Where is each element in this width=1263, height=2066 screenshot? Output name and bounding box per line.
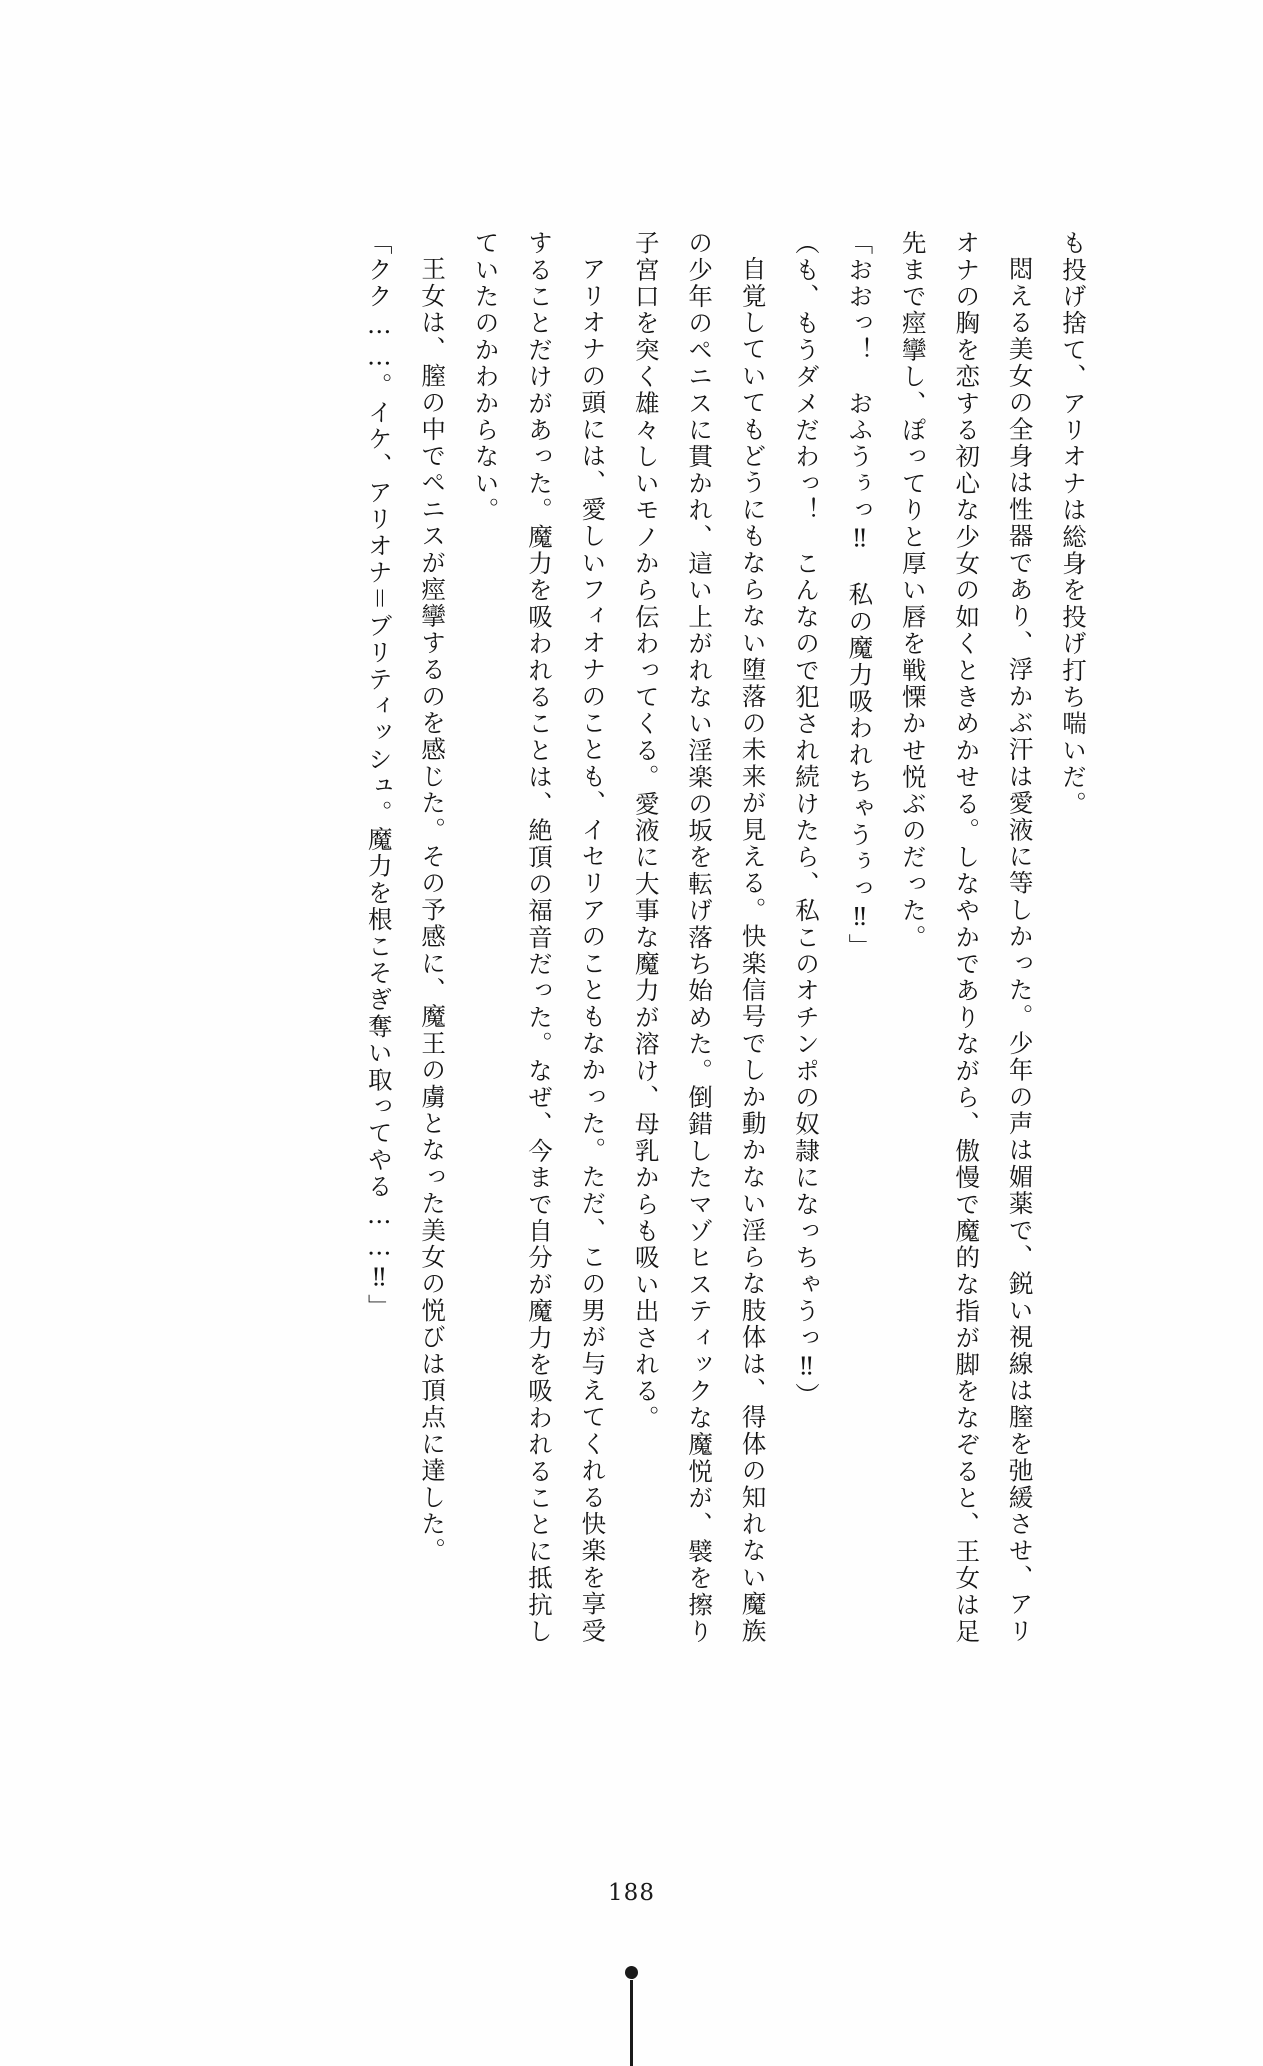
paragraph: 「クク……。イケ、アリオナ＝ブリティッシュ。魔力を根こそぎ奪い取ってやる……‼」 [364,230,394,1321]
paragraph: 王女は、膣の中でペニスが痙攣するのを感じた。その予感に、魔王の虜となった美女の悦びは頂点に達した。 [418,256,448,1565]
paragraph: アリオナの頭には、愛しいフィオナのことも、イセリアのこともなかった。ただ、この男が与えてくれる快楽を享受することだけがあった。魔力を吸われることは、絶頂の福音だった。なぜ、今まで自分が魔力を吸われることに抵抗していたのかわからない。 [471,230,608,1646]
binding-rule [630,1980,633,2066]
paragraph: （も、もうダメだわっ！ こんなので犯され続けたら、私このオチンポの奴隷になっちゃうっ‼） [791,230,821,1410]
binding-dot-icon [625,1966,638,1979]
binding-mark [625,1966,639,2066]
page-number: 188 [608,1880,655,1906]
paragraph: も投げ捨て、アリオナは総身を投げ打ち喘いだ。 [1059,230,1088,818]
paragraph: 悶える美女の全身は性器であり、浮かぶ汗は愛液に等しかった。少年の声は媚薬で、鋭い視線は膣を弛緩させ、アリオナの胸を恋する初心な少女の如くときめかせる。しなやかでありながら、傲慢で魔的な指が脚をなぞると、王女は足先まで痙攣し、ぽってりと厚い唇を戦慄かせ悦ぶのだった。 [898,230,1035,1646]
paragraph: 「おおっ！ おふうぅっ‼ 私の魔力吸われちゃうぅっ‼」 [845,230,875,960]
body-text-vertical [140,230,1100,1650]
paragraph: 自覚していてもどうにもならない堕落の未来が見える。快楽信号でしか動かない淫らな肢体は、得体の知れない魔族の少年のペニスに貫かれ、這い上がれない淫楽の坂を転げ落ち始めた。倒錯したマゾヒスティックな魔悦が、襞を擦り子宮口を突く雄々しいモノから伝わってくる。愛液に大事な魔力が溶け、母乳からも吸い出される。 [631,230,768,1646]
